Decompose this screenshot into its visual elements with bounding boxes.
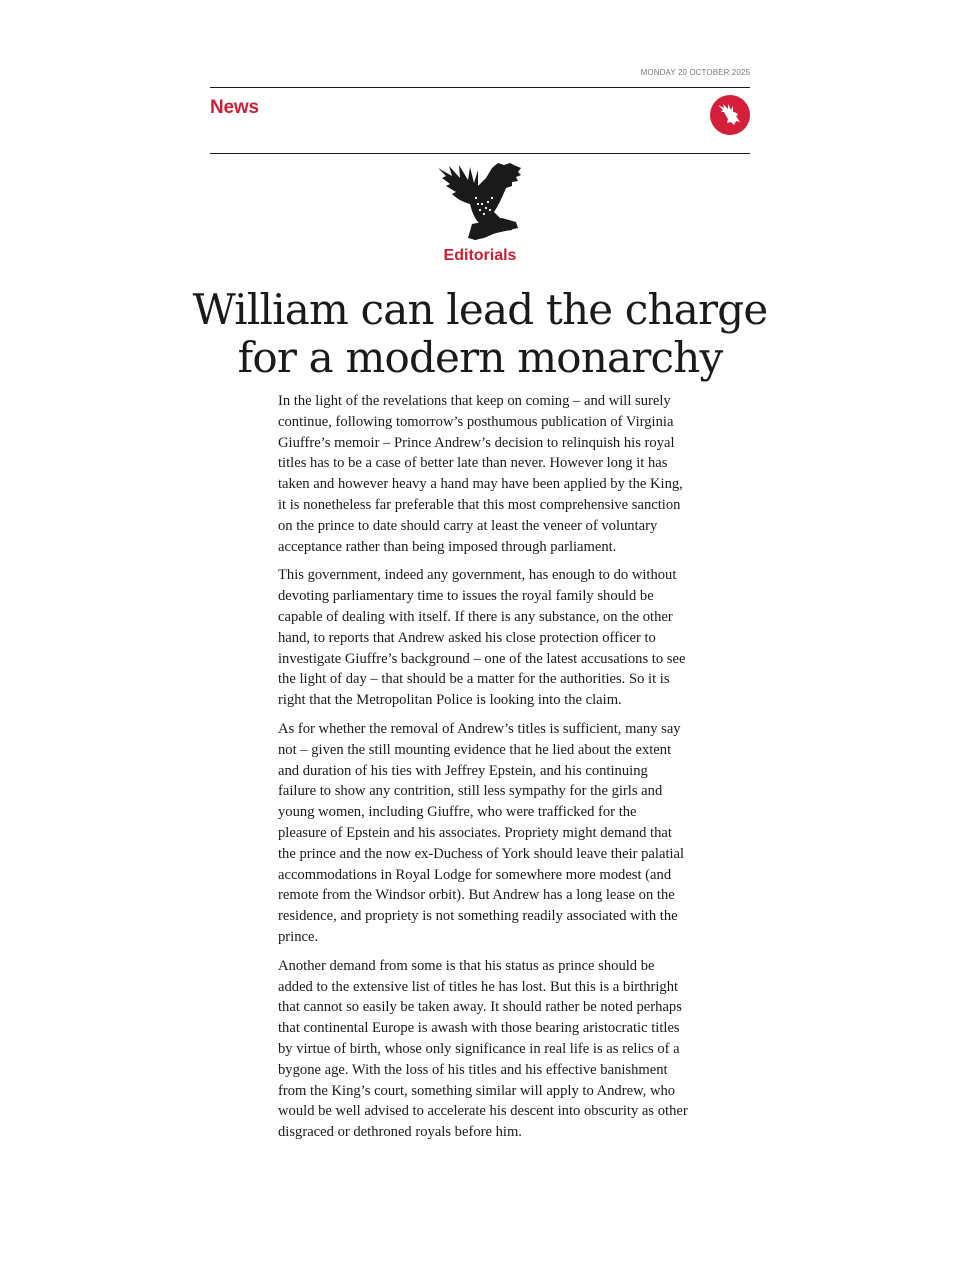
header-bottom-divider bbox=[210, 153, 750, 154]
section-kicker: Editorials bbox=[443, 247, 517, 264]
article-paragraph: Another demand from some is that his status as prince should be added to the extensive list of titles he has lost. But this is a birthright that cannot so easily be taken away. It should rather be noted perhaps that continental Europe is awash with those bearing aristocratic titles by virtue of birth, whose only significance in real life is as relics of a bygone age. With the loss of his titles and his effective banishment from the King’s court, something similar will apply to Andrew, who would be well advised to accelerate his descent into obscurity as other disgraced or dethroned royals before him. bbox=[278, 957, 688, 1141]
header-top-divider bbox=[210, 87, 750, 88]
brand-logo[interactable] bbox=[710, 95, 750, 135]
eagle-illustration-icon bbox=[432, 160, 528, 244]
article-headline: William can lead the charge for a modern monarchy bbox=[192, 285, 768, 382]
article-paragraph: As for whether the removal of Andrew’s titles is sufficient, many say not – given the still mounting evidence that he lied about the extent and duration of his ties with Jeffrey Epstein, and his continuing failure to show any contrition, still less sympathy for the girls and young women, including Giuffre, who were trafficked for the pleasure of Epstein and his associates. Propriety might demand that the prince and the now ex-Duchess of York should leave their palatial accommodations in Royal Lodge for somewhere more modest (and remote from the Windsor orbit). But Andrew has a long lease on the residence, and propriety is not something readily associated with the prince. bbox=[278, 720, 685, 945]
article-paragraph: This government, indeed any government, has enough to do without devoting parliamentary time to issues the royal family should be capable of dealing with itself. If there is any substance, on the other hand, to reports that Andrew asked his close protection officer to investigate Giuffre’s background – one of the latest accusations to see the light of day – that should be a matter for the authorities. So it is right that the Metropolitan Police is looking into the claim. bbox=[278, 567, 686, 709]
article-body bbox=[278, 391, 688, 1151]
eagle-icon bbox=[714, 99, 746, 131]
article-paragraph: In the light of the revelations that keep on coming – and will surely continue, following tomorrow’s posthumous publication of Virginia Giuffre’s memoir – Prince Andrew’s decision to relinquish his royal titles has to be a case of better late than never. However long it has taken and however heavy a hand may have been applied by the King, it is nonetheless far preferable that this most comprehensive sanction on the prince to date should carry at least the veneer of voluntary acceptance rather than being imposed through parliament. bbox=[278, 393, 683, 555]
issue-date: MONDAY 20 OCTOBER 2025 bbox=[640, 68, 750, 77]
section-label[interactable]: News bbox=[210, 97, 259, 118]
